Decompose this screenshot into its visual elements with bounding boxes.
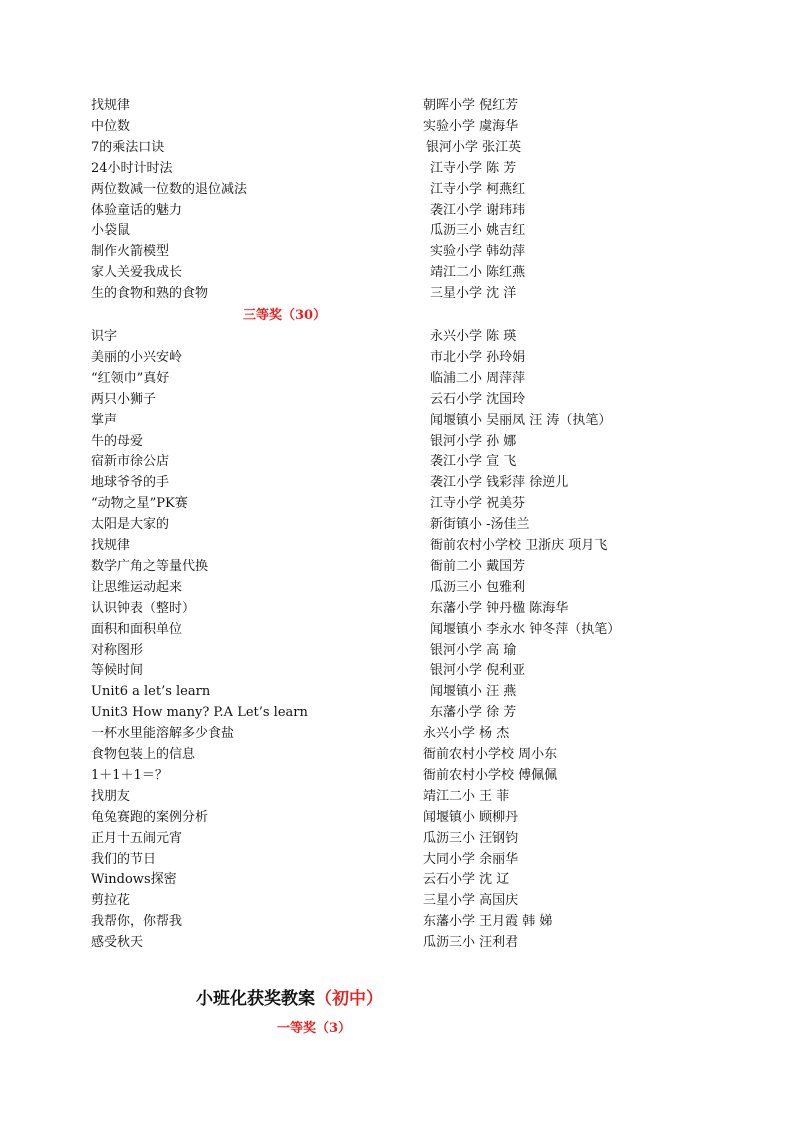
list-item — [0, 431, 800, 452]
school-and-teacher: 靖江二小 陈红燕 — [430, 265, 526, 281]
school-and-teacher: 衙前二小 戴国芳 — [430, 558, 526, 574]
school-and-teacher: 临浦二小 周萍萍 — [430, 370, 526, 386]
list-item — [0, 723, 800, 744]
school-and-teacher: 江寺小学 祝美芬 — [430, 496, 526, 512]
lesson-title: 我们的节日 — [91, 851, 157, 867]
school-and-teacher: 云石小学 沈 辽 — [423, 872, 510, 888]
lesson-title: 龟兔赛跑的案例分析 — [91, 809, 209, 825]
school-and-teacher: 闻堰镇小 吴丽凤 汪 涛（执笔） — [430, 412, 612, 428]
list-item — [0, 347, 800, 368]
school-and-teacher: 云石小学 沈国玲 — [430, 391, 526, 407]
lesson-title: 宿新市徐公店 — [91, 454, 170, 470]
school-and-teacher: 大同小学 余丽华 — [423, 851, 519, 867]
school-and-teacher: 衙前农村小学校 周小东 — [423, 747, 558, 762]
school-and-teacher: 江寺小学 陈 芳 — [430, 160, 517, 176]
lesson-title: 正月十五闹元宵 — [91, 830, 183, 846]
third-prize-heading: 三等奖（30） — [243, 308, 327, 323]
list-item — [0, 702, 800, 723]
list-item — [0, 807, 800, 828]
list-item — [0, 95, 800, 116]
lesson-title: 识字 — [91, 329, 118, 344]
list-item — [0, 410, 800, 431]
list-item — [0, 514, 800, 535]
school-and-teacher: 袭江小学 谢玮玮 — [430, 202, 526, 218]
list-item — [0, 535, 800, 556]
school-and-teacher: 闻堰镇小 李永水 钟冬萍（执笔） — [430, 621, 621, 637]
list-item — [0, 241, 800, 262]
lesson-title: 剪拉花 — [91, 893, 131, 909]
school-and-teacher: 东藩小学 钟丹楹 陈海华 — [430, 600, 569, 616]
lesson-title: 我帮你，你帮我 — [91, 914, 183, 930]
lesson-title: Unit3 How many? P.A Let’s learn — [91, 705, 308, 721]
school-and-teacher: 东藩小学 徐 芳 — [430, 705, 517, 721]
lesson-title: 掌声 — [91, 412, 118, 428]
school-and-teacher: 实验小学 韩幼萍 — [430, 244, 526, 260]
list-item — [0, 786, 800, 807]
lesson-title: 美丽的小兴安岭 — [91, 349, 183, 365]
lesson-title: 24小时计时法 — [91, 160, 173, 176]
school-and-teacher: 市北小学 孙玲娟 — [430, 349, 526, 365]
list-item — [0, 116, 800, 137]
first-prize-heading: 一等奖（3） — [277, 1021, 352, 1036]
list-item — [0, 389, 800, 410]
lesson-title: 1＋1＋1＝？ — [91, 767, 168, 783]
list-item — [0, 326, 800, 347]
lesson-title: 中位数 — [91, 118, 131, 134]
lesson-title: 感受秋天 — [91, 935, 144, 951]
school-and-teacher: 闻堰镇小 汪 燕 — [430, 684, 517, 700]
lesson-title: 面积和面积单位 — [91, 621, 183, 637]
lesson-title: Windows探密 — [91, 872, 177, 888]
list-item — [0, 911, 800, 932]
list-item — [0, 262, 800, 283]
school-and-teacher: 新街镇小 -汤佳兰 — [430, 517, 530, 533]
list-item — [0, 828, 800, 849]
list-item — [0, 765, 800, 786]
list-item — [0, 660, 800, 681]
list-item — [0, 451, 800, 472]
list-item — [0, 283, 800, 304]
school-and-teacher: 瓜沥三小 汪钢钧 — [423, 830, 519, 846]
school-and-teacher: 靖江二小 王 菲 — [423, 788, 510, 804]
school-and-teacher: 三星小学 沈 洋 — [430, 286, 517, 302]
section-title — [196, 986, 383, 1012]
lesson-title: 找朋友 — [91, 788, 131, 804]
list-item — [0, 179, 800, 200]
lesson-title: 一杯水里能溶解多少食盐 — [91, 726, 235, 742]
school-and-teacher: 永兴小学 杨 杰 — [423, 726, 510, 742]
school-and-teacher: 江寺小学 柯燕红 — [430, 181, 526, 197]
list-item — [0, 598, 800, 619]
list-item — [0, 368, 800, 389]
list-item — [0, 849, 800, 870]
lesson-title: 体验童话的魅力 — [91, 202, 183, 218]
school-and-teacher: 银河小学 倪利亚 — [430, 663, 526, 679]
school-and-teacher: 银河小学 孙 娜 — [430, 433, 517, 449]
school-and-teacher: 三星小学 高国庆 — [423, 893, 519, 909]
lesson-title: 地球爷爷的手 — [91, 475, 170, 491]
lesson-title: 两位数减一位数的退位减法 — [91, 181, 248, 197]
list-item — [0, 472, 800, 493]
list-item — [0, 744, 800, 765]
list-item — [0, 137, 800, 158]
list-item — [0, 869, 800, 890]
lesson-title: “动物之星”PK赛 — [91, 496, 188, 512]
lesson-title: 制作火箭模型 — [91, 244, 170, 260]
school-and-teacher: 袭江小学 宣 飞 — [430, 454, 517, 470]
lesson-title: 等候时间 — [91, 663, 144, 679]
school-and-teacher: 银河小学 高 瑜 — [430, 642, 517, 658]
school-and-teacher: 袭江小学 钱彩萍 徐逆儿 — [430, 475, 569, 491]
school-and-teacher: 银河小学 张江英 — [426, 139, 522, 155]
list-item — [0, 493, 800, 514]
list-item — [0, 640, 800, 661]
section-title-main: 小班化获奖教案 — [196, 989, 315, 1009]
list-item — [0, 890, 800, 911]
lesson-title: 两只小狮子 — [91, 391, 157, 407]
lesson-title: 认识钟表（整时） — [91, 600, 196, 616]
school-and-teacher: 永兴小学 陈 瑛 — [430, 329, 517, 344]
list-item — [0, 577, 800, 598]
lesson-title: 食物包装上的信息 — [91, 747, 196, 762]
list-item — [0, 932, 800, 953]
school-and-teacher: 东藩小学 王月霞 韩 娣 — [423, 914, 553, 930]
school-and-teacher: 朝晖小学 倪红芳 — [423, 98, 519, 113]
school-and-teacher: 衙前农村小学校 卫浙庆 项月飞 — [430, 538, 608, 553]
section-title-level: （初中） — [315, 989, 383, 1009]
list-item — [0, 200, 800, 221]
lesson-title: 家人关爱我成长 — [91, 265, 183, 281]
school-and-teacher: 闻堰镇小 顾柳丹 — [423, 809, 519, 825]
lesson-title: 数学广角之等量代换 — [91, 558, 209, 574]
lesson-title: “红领巾”真好 — [91, 370, 170, 386]
school-and-teacher: 瓜沥三小 汪利君 — [423, 935, 519, 951]
school-and-teacher: 实验小学 虞海华 — [423, 118, 519, 134]
list-item — [0, 619, 800, 640]
list-item — [0, 556, 800, 577]
lesson-title: Unit6 a let’s learn — [91, 684, 211, 700]
list-item — [0, 220, 800, 241]
lesson-title: 7的乘法口诀 — [91, 139, 165, 155]
lesson-title: 让思维运动起来 — [91, 579, 183, 595]
school-and-teacher: 瓜沥三小 姚吉红 — [430, 223, 526, 239]
school-and-teacher: 瓜沥三小 包雅利 — [430, 579, 526, 595]
lesson-title: 小袋鼠 — [91, 223, 131, 239]
lesson-title: 太阳是大家的 — [91, 517, 170, 533]
lesson-title: 找规律 — [91, 538, 131, 553]
list-item — [0, 681, 800, 702]
list-item — [0, 158, 800, 179]
lesson-title: 对称图形 — [91, 642, 144, 658]
lesson-title: 牛的母爱 — [91, 433, 144, 449]
school-and-teacher: 衙前农村小学校 傅佩佩 — [423, 767, 558, 783]
lesson-title: 生的食物和熟的食物 — [91, 286, 209, 302]
lesson-title: 找规律 — [91, 98, 131, 113]
